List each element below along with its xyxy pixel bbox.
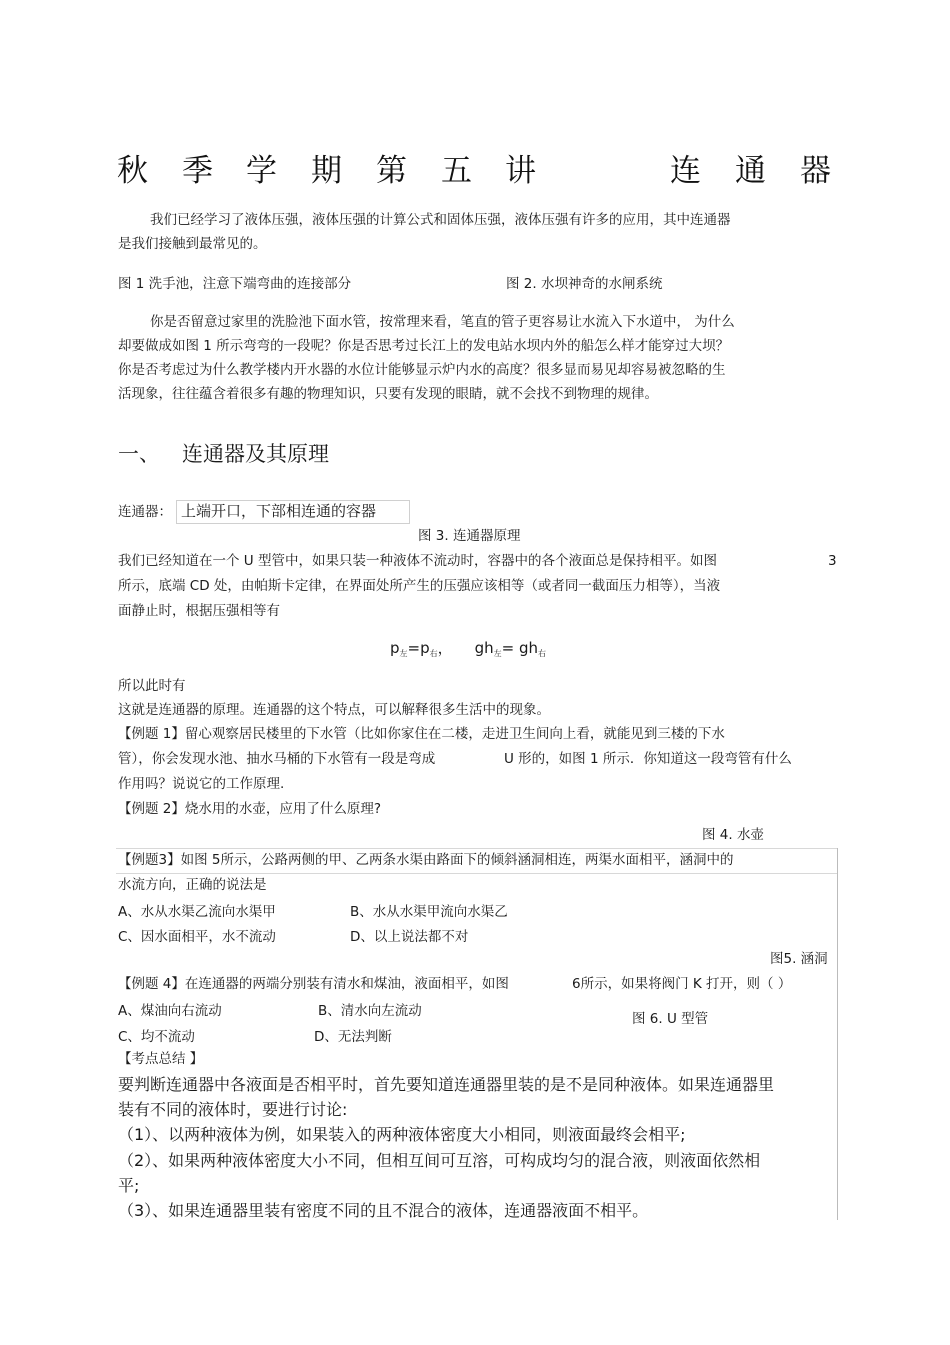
intro-line: 我们已经学习了液体压强，液体压强的计算公式和固体压强，液体压强有许多的应用，其中连通器	[150, 212, 731, 228]
option-a: A、水从水渠乙流向水渠甲	[118, 904, 276, 920]
paragraph-line: 所示，底端 CD 处，由帕斯卡定律，在界面处所产生的压强应该相等（或者同一截面压力相等），当液	[118, 578, 721, 594]
example-line: U 形的，如图 1 所示．你知道这一段弯管有什么	[504, 751, 792, 767]
paragraph-line: 所以此时有	[118, 678, 186, 694]
paragraph-line: 活现象，往往蕴含着很多有趣的物理知识，只要有发现的眼睛，就不会找不到物理的规律。	[118, 386, 658, 402]
formula-sub: 右	[538, 649, 547, 658]
figure-caption: 图 6. U 型管	[632, 1011, 709, 1027]
summary-item: （3）、如果连通器里装有密度不同的且不混合的液体，连通器液面不相平。	[118, 1201, 649, 1220]
paragraph-number: 3	[828, 553, 837, 569]
title-char: 第	[376, 153, 407, 189]
example-line: 【例题3】如图 5所示，公路两侧的甲、乙两条水渠由路面下的倾斜涵洞相连，两渠水面相平，涵洞中的	[118, 852, 734, 868]
title-char: 通	[735, 153, 766, 189]
paragraph-line: 这就是连通器的原理。连通器的这个特点，可以解释很多生活中的现象。	[118, 702, 550, 718]
section-title: 连通器及其原理	[182, 442, 329, 466]
option-b: B、水从水渠甲流向水渠乙	[350, 904, 508, 920]
example-line: 【例题 1】留心观察居民楼里的下水管（比如你家住在二楼，走进卫生间向上看，就能见到三楼的下水	[118, 726, 725, 742]
option-b: B、清水向左流动	[318, 1003, 422, 1019]
example-line: 【例题 4】在连通器的两端分别装有清水和煤油，液面相平，如图	[118, 976, 509, 992]
summary-line: 装有不同的液体时，要进行讨论:	[118, 1100, 348, 1119]
summary-heading: 【考点总结 】	[118, 1051, 204, 1067]
title-char: 五	[441, 153, 472, 189]
example-line: 管），你会发现水池、抽水马桶的下水管有一段是弯成	[118, 751, 436, 767]
title-char: 连	[670, 153, 701, 189]
figure-caption: 图5. 涵洞	[770, 951, 828, 967]
option-d: D、无法判断	[314, 1029, 392, 1045]
example-line: 【例题 2】烧水用的水壶，应用了什么原理?	[118, 801, 382, 817]
option-d: D、以上说法都不对	[350, 929, 469, 945]
frame-border	[837, 848, 838, 1220]
summary-item: 平;	[118, 1176, 140, 1195]
summary-item: （1）、以两种液体为例，如果装入的两种液体密度大小相同，则液面最终会相平;	[118, 1125, 686, 1144]
paragraph-line: 你是否考虑过为什么教学楼内开水器的水位计能够显示炉内水的高度？很多显而易见却容易被忽略的生	[118, 362, 726, 378]
formula-eq: =p	[407, 639, 430, 657]
example-line: 水流方向，正确的说法是	[118, 877, 267, 893]
example-line: 6所示，如果将阀门 K 打开，则（ ）	[572, 976, 792, 992]
formula-sub: 左	[493, 649, 502, 658]
summary-line: 要判断连通器中各液面是否相平时，首先要知道连通器里装的是不是同种液体。如果连通器里	[118, 1075, 775, 1094]
paragraph-line: 你是否留意过家里的洗脸池下面水管，按常理来看，笔直的管子更容易让水流入下水道中， 为什么	[150, 314, 735, 330]
title-char: 期	[311, 153, 342, 189]
figure-caption: 图 1 洗手池，注意下端弯曲的连接部分	[118, 276, 352, 292]
option-c: C、因水面相平，水不流动	[118, 929, 276, 945]
formula-sub: 左	[399, 649, 408, 658]
option-a: A、煤油向右流动	[118, 1003, 222, 1019]
figure-caption: 图 3. 连通器原理	[418, 528, 521, 544]
formula-sep: ，	[437, 639, 453, 657]
formula-p: p	[390, 639, 400, 657]
section-number: 一、	[118, 442, 160, 466]
summary-item: （2）、如果两种液体密度大小不同，但相互间可互溶，可构成均匀的混合液，则液面依然相	[118, 1151, 761, 1170]
figure-caption: 图 4. 水壶	[702, 827, 764, 843]
formula-sub: 右	[429, 649, 438, 658]
title-char: 季	[182, 153, 213, 189]
figure-caption: 图 2. 水坝神奇的水闸系统	[506, 276, 663, 292]
paragraph-line: 却要做成如图 1 所示弯弯的一段呢？你是否思考过长江上的发电站水坝内外的船怎么样才能穿过大坝？	[118, 338, 730, 354]
definition-label: 连通器：	[118, 504, 172, 520]
intro-line: 是我们接触到最常见的。	[118, 236, 267, 252]
definition-text: 上端开口，下部相连通的容器	[181, 502, 377, 520]
title-char: 秋	[117, 153, 148, 189]
formula-gh: gh	[474, 639, 494, 657]
option-c: C、均不流动	[118, 1029, 195, 1045]
paragraph-line: 我们已经知道在一个 U 型管中，如果只装一种液体不流动时，容器中的各个液面总是保持相平。如图	[118, 553, 717, 569]
title-char: 讲	[505, 153, 536, 189]
title-char: 学	[246, 153, 277, 189]
paragraph-line: 面静止时，根据压强相等有	[118, 603, 280, 619]
formula-eq: = gh	[501, 639, 539, 657]
example-line: 作用吗？说说它的工作原理.	[118, 776, 285, 792]
formula	[390, 636, 546, 666]
title-char: 器	[800, 153, 831, 189]
